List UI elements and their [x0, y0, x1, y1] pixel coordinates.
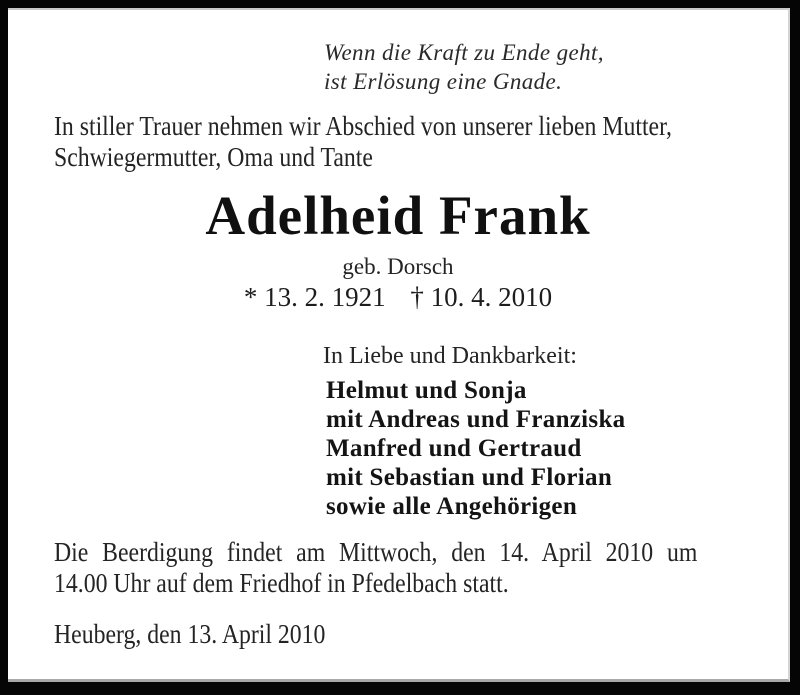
- mourners-list: [326, 376, 625, 521]
- mourner-line: sowie alle Angehörigen: [326, 493, 578, 520]
- mourner-line: Manfred und Gertraud: [326, 435, 582, 462]
- mourner-line: Helmut und Sonja: [326, 377, 527, 404]
- funeral-line-2: 14.00 Uhr auf dem Friedhof in Pfedelbach statt.: [54, 568, 509, 598]
- mourner-line: mit Sebastian und Florian: [326, 464, 613, 491]
- place-and-date: Heuberg, den 13. April 2010: [54, 619, 326, 649]
- tribute-heading: In Liebe und Dankbarkeit:: [323, 343, 577, 369]
- death-date: † 10. 4. 2010: [410, 282, 553, 312]
- obituary-page: [8, 8, 790, 682]
- funeral-line-1: Die Beerdigung findet am Mittwoch, den 14. April 2010 um: [54, 537, 698, 567]
- intro-line-2: Schwiegermutter, Oma und Tante: [54, 142, 373, 172]
- funeral-announcement: [54, 537, 758, 599]
- birth-date: * 13. 2. 1921: [243, 282, 386, 312]
- life-dates: [8, 281, 788, 313]
- epigraph: [324, 38, 604, 96]
- intro-line-1: In stiller Trauer nehmen wir Abschied von unserer lieben Mutter,: [54, 111, 672, 141]
- deceased-name: Adelheid Frank: [205, 185, 591, 246]
- epigraph-line-1: Wenn die Kraft zu Ende geht,: [324, 40, 604, 65]
- epigraph-line-2: ist Erlösung eine Gnade.: [324, 69, 563, 94]
- maiden-name: geb. Dorsch: [342, 254, 454, 279]
- mourner-line: mit Andreas und Franziska: [326, 406, 626, 433]
- intro-paragraph: [54, 111, 758, 173]
